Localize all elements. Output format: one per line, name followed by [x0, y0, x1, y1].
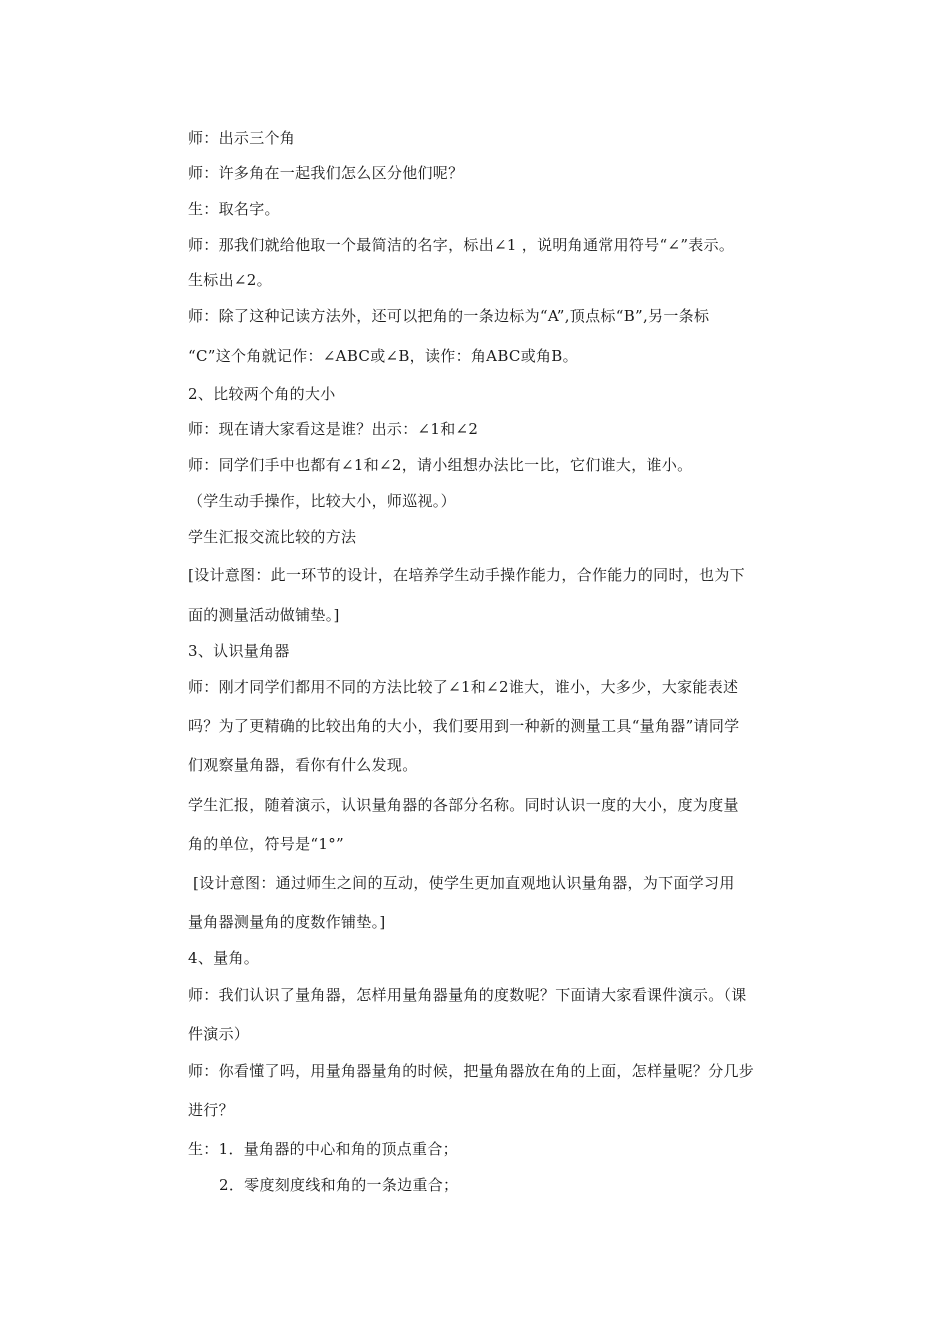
section-heading: 4、量角。: [188, 949, 260, 967]
text-line: 师：除了这种记读方法外，还可以把角的一条边标为“A”,顶点标“B”,另一条标: [188, 307, 710, 325]
list-item: 生：1．量角器的中心和角的顶点重合；: [188, 1140, 458, 1158]
section-heading: 3、认识量角器: [188, 642, 290, 660]
list-item: 2．零度刻度线和角的一条边重合；: [219, 1176, 459, 1194]
text-line: 角的单位，符号是“1°”: [188, 835, 344, 853]
text-line: 师：你看懂了吗，用量角器量角的时候，把量角器放在角的上面，怎样量呢？分几步: [188, 1062, 755, 1080]
design-intent-note: 量角器测量角的度数作铺垫。]: [188, 913, 386, 931]
text-line: 们观察量角器，看你有什么发现。: [188, 756, 418, 774]
text-line: 师：刚才同学们都用不同的方法比较了∠1和∠2谁大，谁小，大多少，大家能表述: [188, 678, 739, 696]
text-line: 师：同学们手中也都有∠1和∠2，请小组想办法比一比，它们谁大，谁小。: [188, 456, 693, 474]
text-line: 进行？: [188, 1101, 234, 1119]
text-line: 师：那我们就给他取一个最简洁的名字，标出∠1 ，说明角通常用符号“∠”表示。: [188, 236, 735, 254]
text-line: 学生汇报交流比较的方法: [188, 528, 357, 546]
text-line: “C”这个角就记作：∠ABC或∠B，读作：角ABC或角B。: [188, 347, 578, 365]
design-intent-note: [设计意图：此一环节的设计，在培养学生动手操作能力，合作能力的同时，也为下: [188, 566, 745, 584]
text-line: 吗？为了更精确的比较出角的大小，我们要用到一种新的测量工具“量角器”请同学: [188, 717, 740, 735]
text-line: 师：出示三个角: [188, 129, 296, 147]
text-line: 生标出∠2。: [188, 271, 272, 289]
text-line: 师：我们认识了量角器，怎样用量角器量角的度数呢？下面请大家看课件演示。（课: [188, 986, 747, 1004]
text-line: 学生汇报，随着演示，认识量角器的各部分名称。同时认识一度的大小，度为度量: [188, 796, 739, 814]
design-intent-note: [设计意图：通过师生之间的互动，使学生更加直观地认识量角器，为下面学习用: [193, 874, 735, 892]
text-line: 师：现在请大家看这是谁？出示：∠1和∠2: [188, 420, 479, 438]
design-intent-note: 面的测量活动做铺垫。]: [188, 606, 340, 624]
text-line: 师：许多角在一起我们怎么区分他们呢？: [188, 164, 464, 182]
text-line: （学生动手操作，比较大小，师巡视。）: [188, 492, 456, 510]
text-line: 件演示）: [188, 1025, 250, 1043]
section-heading: 2、比较两个角的大小: [188, 385, 336, 403]
text-line: 生：取名字。: [188, 200, 280, 218]
